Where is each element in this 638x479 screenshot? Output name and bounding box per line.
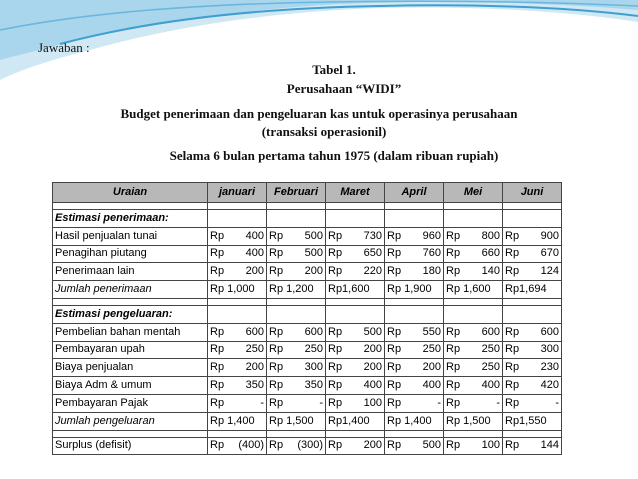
- empty-cell: [208, 305, 267, 323]
- spacer-cell: [53, 203, 208, 210]
- cell-value: 250: [481, 361, 500, 374]
- currency-label: Rp: [269, 265, 284, 278]
- value-cell: [208, 245, 267, 263]
- value-cell: [503, 359, 562, 377]
- currency-label: Rp: [446, 439, 461, 452]
- cell-value: 200: [363, 361, 382, 374]
- section-expense: [53, 305, 562, 323]
- spacer-cell: [53, 298, 208, 305]
- cell-value: 500: [304, 229, 323, 242]
- cell-value: 670: [540, 247, 559, 260]
- spacer-cell: [385, 203, 444, 210]
- cell-value: -: [260, 396, 264, 409]
- value-cell: [267, 394, 326, 412]
- cell-value: 600: [304, 325, 323, 338]
- cell-value: 250: [481, 343, 500, 356]
- spacer-cell: [326, 298, 385, 305]
- col-header-mei: Mei: [444, 183, 503, 203]
- spacer-cell: [208, 430, 267, 437]
- cell-value: 500: [304, 247, 323, 260]
- currency-label: Rp: [328, 325, 343, 338]
- spacer-cell: [444, 430, 503, 437]
- currency-label: Rp: [210, 229, 225, 242]
- currency-label: Rp: [446, 361, 461, 374]
- cell-value: 400: [481, 379, 500, 392]
- value-cell: [326, 359, 385, 377]
- section-income: [53, 210, 562, 228]
- total-value: Rp 1,500: [267, 412, 326, 430]
- currency-label: Rp: [269, 396, 284, 409]
- table-header-row: [53, 183, 562, 203]
- spacer-cell: [326, 203, 385, 210]
- currency-label: Rp: [505, 247, 520, 260]
- value-cell: [208, 437, 267, 455]
- spacer-cell: [503, 298, 562, 305]
- currency-label: Rp: [505, 343, 520, 356]
- currency-label: Rp: [210, 265, 225, 278]
- value-cell: [208, 263, 267, 281]
- currency-label: Rp: [210, 361, 225, 374]
- empty-cell: [267, 210, 326, 228]
- cell-value: 300: [304, 361, 323, 374]
- value-cell: [208, 394, 267, 412]
- empty-cell: [267, 305, 326, 323]
- spacer-cell: [53, 430, 208, 437]
- value-cell: [385, 263, 444, 281]
- value-cell: [385, 341, 444, 359]
- col-header-januari: januari: [208, 183, 267, 203]
- value-cell: [503, 263, 562, 281]
- cell-value: 230: [540, 361, 559, 374]
- cell-value: 180: [422, 265, 441, 278]
- value-cell: [503, 227, 562, 245]
- spacer-cell: [267, 203, 326, 210]
- value-cell: [267, 227, 326, 245]
- row-label: Surplus (defisit): [53, 437, 208, 455]
- value-cell: [444, 341, 503, 359]
- currency-label: Rp: [505, 325, 520, 338]
- currency-label: Rp: [505, 439, 520, 452]
- currency-label: Rp: [210, 343, 225, 356]
- cell-value: 300: [540, 343, 559, 356]
- currency-label: Rp: [387, 379, 402, 392]
- currency-label: Rp: [328, 379, 343, 392]
- cell-value: -: [555, 396, 559, 409]
- col-header-uraian: Uraian: [53, 183, 208, 203]
- spacer-cell: [503, 430, 562, 437]
- cell-value: 250: [245, 343, 264, 356]
- empty-cell: [326, 305, 385, 323]
- total-label: Jumlah penerimaan: [53, 281, 208, 299]
- value-cell: [208, 341, 267, 359]
- cell-value: 200: [363, 343, 382, 356]
- currency-label: Rp: [269, 343, 284, 356]
- value-cell: [503, 437, 562, 455]
- currency-label: Rp: [505, 396, 520, 409]
- value-cell: [267, 377, 326, 395]
- cell-value: (300): [297, 439, 323, 452]
- row-label: Pembayaran upah: [53, 341, 208, 359]
- col-header-juni: Juni: [503, 183, 562, 203]
- value-cell: [444, 377, 503, 395]
- spacer-row: [53, 298, 562, 305]
- cell-value: 600: [481, 325, 500, 338]
- spacer-cell: [326, 430, 385, 437]
- value-cell: [444, 323, 503, 341]
- cell-value: 200: [363, 439, 382, 452]
- cell-value: 660: [481, 247, 500, 260]
- cell-value: 250: [422, 343, 441, 356]
- spacer-cell: [208, 203, 267, 210]
- total-value: Rp1,550: [503, 412, 562, 430]
- cell-value: 900: [540, 229, 559, 242]
- spacer-row: [53, 203, 562, 210]
- budget-period: Selama 6 bulan pertama tahun 1975 (dalam ribuan rupiah): [169, 148, 499, 163]
- value-cell: [385, 359, 444, 377]
- currency-label: Rp: [210, 439, 225, 452]
- empty-cell: [385, 305, 444, 323]
- total-value: Rp 1,200: [267, 281, 326, 299]
- value-cell: [267, 245, 326, 263]
- cell-value: 220: [363, 265, 382, 278]
- table-row: [53, 323, 562, 341]
- budget-table: [52, 182, 562, 455]
- table-row: [53, 227, 562, 245]
- table-number: Tabel 1.: [312, 62, 356, 77]
- row-label: Biaya Adm & umum: [53, 377, 208, 395]
- value-cell: [326, 323, 385, 341]
- spacer-cell: [385, 298, 444, 305]
- cell-value: 100: [363, 396, 382, 409]
- currency-label: Rp: [210, 325, 225, 338]
- currency-label: Rp: [328, 343, 343, 356]
- currency-label: Rp: [269, 229, 284, 242]
- spacer-cell: [444, 298, 503, 305]
- cell-value: 200: [304, 265, 323, 278]
- value-cell: [326, 245, 385, 263]
- value-cell: [267, 359, 326, 377]
- budget-title-line1: Budget penerimaan dan pengeluaran kas untuk operasinya perusahaan: [120, 106, 518, 121]
- cell-value: 760: [422, 247, 441, 260]
- empty-cell: [326, 210, 385, 228]
- cell-value: 420: [540, 379, 559, 392]
- value-cell: [444, 394, 503, 412]
- value-cell: [208, 359, 267, 377]
- cell-value: (400): [238, 439, 264, 452]
- value-cell: [267, 263, 326, 281]
- currency-label: Rp: [269, 439, 284, 452]
- cell-value: 600: [245, 325, 264, 338]
- table-row: [53, 341, 562, 359]
- value-cell: [444, 437, 503, 455]
- currency-label: Rp: [505, 265, 520, 278]
- currency-label: Rp: [328, 361, 343, 374]
- total-label: Jumlah pengeluaran: [53, 412, 208, 430]
- total-value: Rp1,600: [326, 281, 385, 299]
- currency-label: Rp: [328, 439, 343, 452]
- currency-label: Rp: [387, 361, 402, 374]
- value-cell: [444, 263, 503, 281]
- spacer-cell: [385, 430, 444, 437]
- currency-label: Rp: [387, 229, 402, 242]
- cell-value: 200: [245, 361, 264, 374]
- empty-cell: [208, 210, 267, 228]
- currency-label: Rp: [505, 379, 520, 392]
- currency-label: Rp: [328, 396, 343, 409]
- currency-label: Rp: [328, 229, 343, 242]
- value-cell: [503, 341, 562, 359]
- currency-label: Rp: [387, 265, 402, 278]
- currency-label: Rp: [210, 396, 225, 409]
- row-label: Penerimaan lain: [53, 263, 208, 281]
- value-cell: [503, 245, 562, 263]
- total-value: Rp 1,400: [208, 412, 267, 430]
- value-cell: [385, 323, 444, 341]
- cell-value: 960: [422, 229, 441, 242]
- cell-value: 350: [245, 379, 264, 392]
- cell-value: 250: [304, 343, 323, 356]
- empty-cell: [385, 210, 444, 228]
- value-cell: [385, 227, 444, 245]
- cell-value: 350: [304, 379, 323, 392]
- currency-label: Rp: [210, 247, 225, 260]
- table-row: [53, 394, 562, 412]
- currency-label: Rp: [446, 343, 461, 356]
- cell-value: 500: [422, 439, 441, 452]
- value-cell: [208, 323, 267, 341]
- value-cell: [503, 394, 562, 412]
- spacer-cell: [444, 203, 503, 210]
- section-label: Estimasi penerimaan:: [53, 210, 208, 228]
- value-cell: [385, 245, 444, 263]
- value-cell: [267, 323, 326, 341]
- currency-label: Rp: [269, 379, 284, 392]
- spacer-cell: [267, 430, 326, 437]
- value-cell: [385, 394, 444, 412]
- total-value: Rp 1,500: [444, 412, 503, 430]
- currency-label: Rp: [446, 265, 461, 278]
- budget-title-line2: (transaksi operasionil): [261, 124, 387, 139]
- empty-cell: [444, 305, 503, 323]
- currency-label: Rp: [387, 396, 402, 409]
- cell-value: 144: [540, 439, 559, 452]
- cell-value: 100: [481, 439, 500, 452]
- empty-cell: [503, 210, 562, 228]
- table-row: [53, 377, 562, 395]
- row-label: Pembayaran Pajak: [53, 394, 208, 412]
- currency-label: Rp: [328, 247, 343, 260]
- currency-label: Rp: [387, 325, 402, 338]
- table-row: [53, 245, 562, 263]
- spacer-cell: [503, 203, 562, 210]
- cell-value: 124: [540, 265, 559, 278]
- cell-value: 400: [363, 379, 382, 392]
- currency-label: Rp: [269, 361, 284, 374]
- total-value: Rp 1,000: [208, 281, 267, 299]
- currency-label: Rp: [446, 229, 461, 242]
- value-cell: [326, 377, 385, 395]
- spacer-cell: [267, 298, 326, 305]
- currency-label: Rp: [505, 229, 520, 242]
- total-value: Rp 1,900: [385, 281, 444, 299]
- spacer-row: [53, 430, 562, 437]
- col-header-maret: Maret: [326, 183, 385, 203]
- currency-label: Rp: [446, 325, 461, 338]
- empty-cell: [503, 305, 562, 323]
- cell-value: 550: [422, 325, 441, 338]
- value-cell: [444, 245, 503, 263]
- cell-value: 730: [363, 229, 382, 242]
- cell-value: 200: [422, 361, 441, 374]
- cell-value: -: [496, 396, 500, 409]
- total-value: Rp 1,600: [444, 281, 503, 299]
- value-cell: [208, 377, 267, 395]
- value-cell: [208, 227, 267, 245]
- value-cell: [326, 227, 385, 245]
- value-cell: [267, 341, 326, 359]
- total-value: Rp1,694: [503, 281, 562, 299]
- value-cell: [326, 394, 385, 412]
- currency-label: Rp: [387, 343, 402, 356]
- currency-label: Rp: [328, 265, 343, 278]
- col-header-februari: Februari: [267, 183, 326, 203]
- currency-label: Rp: [269, 247, 284, 260]
- currency-label: Rp: [446, 396, 461, 409]
- table-row: [53, 263, 562, 281]
- cell-value: 650: [363, 247, 382, 260]
- value-cell: [444, 227, 503, 245]
- value-cell: [267, 437, 326, 455]
- cell-value: 800: [481, 229, 500, 242]
- row-label: Hasil penjualan tunai: [53, 227, 208, 245]
- currency-label: Rp: [446, 379, 461, 392]
- expense-total-row: [53, 412, 562, 430]
- value-cell: [503, 323, 562, 341]
- col-header-april: April: [385, 183, 444, 203]
- row-label: Penagihan piutang: [53, 245, 208, 263]
- currency-label: Rp: [446, 247, 461, 260]
- value-cell: [503, 377, 562, 395]
- cell-value: 600: [540, 325, 559, 338]
- currency-label: Rp: [387, 247, 402, 260]
- row-label: Biaya penjualan: [53, 359, 208, 377]
- cell-value: 400: [245, 247, 264, 260]
- table-row: [53, 359, 562, 377]
- row-label: Pembelian bahan mentah: [53, 323, 208, 341]
- currency-label: Rp: [387, 439, 402, 452]
- value-cell: [326, 263, 385, 281]
- spacer-cell: [208, 298, 267, 305]
- currency-label: Rp: [210, 379, 225, 392]
- value-cell: [444, 359, 503, 377]
- income-total-row: [53, 281, 562, 299]
- answer-label: Jawaban :: [38, 40, 90, 55]
- value-cell: [326, 437, 385, 455]
- value-cell: [385, 377, 444, 395]
- value-cell: [326, 341, 385, 359]
- cell-value: 500: [363, 325, 382, 338]
- company-name: Perusahaan “WIDI”: [286, 81, 402, 96]
- empty-cell: [444, 210, 503, 228]
- cell-value: -: [437, 396, 441, 409]
- currency-label: Rp: [269, 325, 284, 338]
- value-cell: [385, 437, 444, 455]
- currency-label: Rp: [505, 361, 520, 374]
- total-value: Rp1,400: [326, 412, 385, 430]
- section-label: Estimasi pengeluaran:: [53, 305, 208, 323]
- cell-value: -: [319, 396, 323, 409]
- table-row: [53, 437, 562, 455]
- cell-value: 400: [245, 229, 264, 242]
- cell-value: 200: [245, 265, 264, 278]
- cell-value: 140: [481, 265, 500, 278]
- total-value: Rp 1,400: [385, 412, 444, 430]
- cell-value: 400: [422, 379, 441, 392]
